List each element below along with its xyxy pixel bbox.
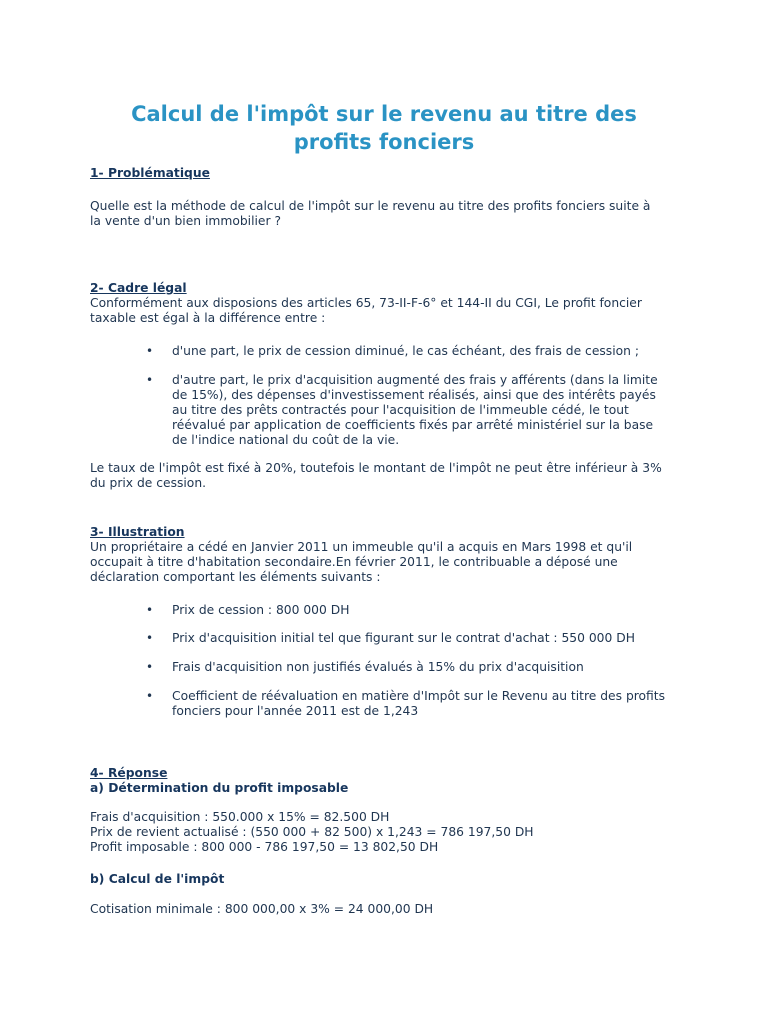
bullet-icon: •: [146, 603, 154, 617]
text-line: taxable est égal à la différence entre :: [90, 311, 326, 325]
list-item: [172, 660, 692, 675]
text-line: Prix de revient actualisé : (550 000 + 82 500) x 1,243 = 786 197,50 DH: [90, 825, 534, 839]
subsection-a-text: [90, 810, 690, 855]
text-line: réévalué par application de coefficients fixés par arrêté ministériel sur la base: [172, 418, 654, 432]
bullet-icon: •: [146, 631, 154, 645]
text-line: Quelle est la méthode de calcul de l'impôt sur le revenu au titre des profits fonciers suite à: [90, 199, 651, 213]
section-1-heading: 1- Problématique: [90, 166, 210, 180]
text-line: Un propriétaire a cédé en Janvier 2011 un immeuble qu'il a acquis en Mars 1998 et qu'il: [90, 540, 633, 554]
section-3-heading: 3- Illustration: [90, 525, 185, 539]
text-line: déclaration comportant les éléments suivants :: [90, 570, 381, 584]
text-line: occupait à titre d'habitation secondaire.En février 2011, le contribuable a déposé une: [90, 555, 618, 569]
text-line: Profit imposable : 800 000 - 786 197,50 = 13 802,50 DH: [90, 840, 439, 854]
text-line: d'une part, le prix de cession diminué, le cas échéant, des frais de cession ;: [172, 344, 639, 358]
text-line: d'autre part, le prix d'acquisition augmenté des frais y afférents (dans la limite: [172, 373, 658, 387]
bullet-icon: •: [146, 344, 154, 358]
text-line: Coefficient de réévaluation en matière d'Impôt sur le Revenu au titre des profits: [172, 689, 666, 703]
title-line-1: Calcul de l'impôt sur le revenu au titre des: [131, 102, 637, 126]
text-line: Frais d'acquisition : 550.000 x 15% = 82.500 DH: [90, 810, 390, 824]
document-title: [60, 100, 708, 156]
text-line: Conformément aux disposions des articles 65, 73-II-F-6° et 144-II du CGI, Le profit foncier: [90, 296, 642, 310]
text-line: Cotisation minimale : 800 000,00 x 3% = 24 000,00 DH: [90, 902, 434, 916]
subsection-b-heading: b) Calcul de l'impôt: [90, 872, 225, 886]
subsection-b-text: [90, 902, 690, 917]
text-line: de 15%), des dépenses d'investissement réalisés, ainsi que des intérêts payés: [172, 388, 656, 402]
text-line: fonciers pour l'année 2011 est de 1,243: [172, 704, 419, 718]
section-2-intro: [90, 296, 690, 326]
bullet-icon: •: [146, 660, 154, 674]
list-item: [172, 373, 692, 448]
text-line: Prix d'acquisition initial tel que figurant sur le contrat d'achat : 550 000 DH: [172, 631, 635, 645]
subsection-a-heading: a) Détermination du profit imposable: [90, 781, 349, 795]
list-item: [172, 344, 692, 359]
section-1-text: [90, 199, 690, 229]
text-line: au titre des prêts contractés pour l'acquisition de l'immeuble cédé, le tout: [172, 403, 629, 417]
section-2-heading: 2- Cadre légal: [90, 281, 187, 295]
section-4-heading: 4- Réponse: [90, 766, 168, 780]
section-3-intro: [90, 540, 690, 585]
list-item: [172, 631, 692, 646]
title-line-2: profits fonciers: [293, 130, 475, 154]
list-item: [172, 603, 692, 618]
list-item: [172, 689, 692, 719]
bullet-icon: •: [146, 689, 154, 703]
text-line: de l'indice national du coût de la vie.: [172, 433, 400, 447]
text-line: Le taux de l'impôt est fixé à 20%, toutefois le montant de l'impôt ne peut être inférieur à 3%: [90, 461, 662, 475]
bullet-icon: •: [146, 373, 154, 387]
text-line: Prix de cession : 800 000 DH: [172, 603, 350, 617]
text-line: la vente d'un bien immobilier ?: [90, 214, 281, 228]
section-2-outro: [90, 461, 690, 491]
text-line: Frais d'acquisition non justifiés évalués à 15% du prix d'acquisition: [172, 660, 584, 674]
text-line: du prix de cession.: [90, 476, 207, 490]
